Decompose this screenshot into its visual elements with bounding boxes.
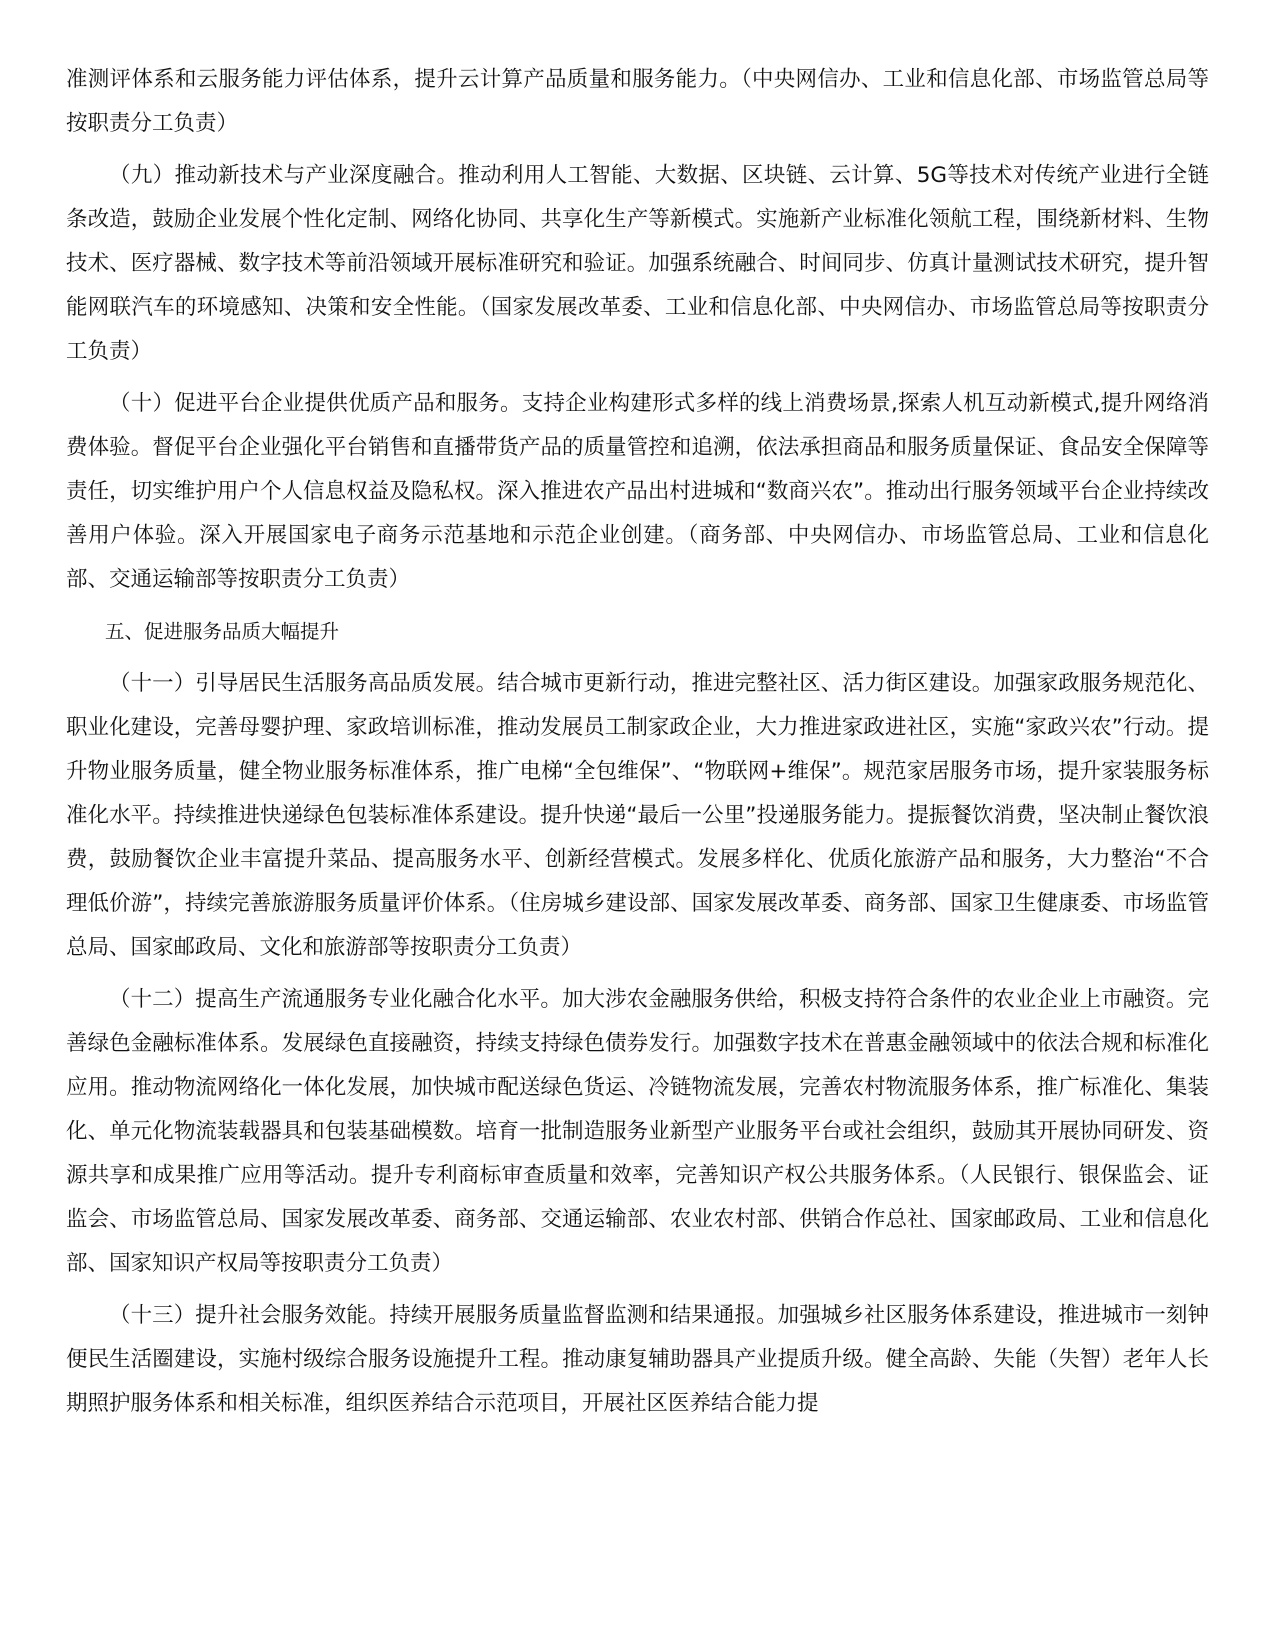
section-heading-5: 五、促进服务品质大幅提升 [105, 620, 340, 643]
paragraph-continuation: 准测评体系和云服务能力评估体系，提升云计算产品质量和服务能力。（中央网信办、工业和信息化部、市场监管总局等按职责分工负责） [66, 67, 1209, 136]
paragraph-item-13: （十三）提升社会服务效能。持续开展服务质量监督监测和结果通报。加强城乡社区服务体系建设，推进城市一刻钟便民生活圈建设，实施村级综合服务设施提升工程。推动康复辅助器具产业提质升级。健全高龄、失能（失智）老年人长期照护服务体系和相关标准，组织医养结合示范项目，开展社区医养结合能力提 [66, 1303, 1209, 1416]
paragraph-item-10: （十）促进平台企业提供优质产品和服务。支持企业构建形式多样的线上消费场景,探索人机互动新模式,提升网络消费体验。督促平台企业强化平台销售和直播带货产品的质量管控和追溯，依法承担商品和服务质量保证、食品安全保障等责任，切实维护用户个人信息权益及隐私权。深入推进农产品出村进城和“数商兴农”。推动出行服务领域平台企业持续改善用户体验。深入开展国家电子商务示范基地和示范企业创建。（商务部、中央网信办、市场监管总局、工业和信息化部、交通运输部等按职责分工负责） [66, 391, 1209, 592]
paragraph-item-9: （九）推动新技术与产业深度融合。推动利用人工智能、大数据、区块链、云计算、5G等技术对传统产业进行全链条改造，鼓励企业发展个性化定制、网络化协同、共享化生产等新模式。实施新产业标准化领航工程，围绕新材料、生物技术、医疗器械、数字技术等前沿领域开展标准研究和验证。加强系统融合、时间同步、仿真计量测试技术研究，提升智能网联汽车的环境感知、决策和安全性能。（国家发展改革委、工业和信息化部、中央网信办、市场监管总局等按职责分工负责） [66, 163, 1209, 364]
paragraph-item-12: （十二）提高生产流通服务专业化融合化水平。加大涉农金融服务供给，积极支持符合条件的农业企业上市融资。完善绿色金融标准体系。发展绿色直接融资，持续支持绿色债券发行。加强数字技术在普惠金融领域中的依法合规和标准化应用。推动物流网络化一体化发展，加快城市配送绿色货运、冷链物流发展，完善农村物流服务体系，推广标准化、集装化、单元化物流装载器具和包装基础模数。培育一批制造服务业新型产业服务平台或社会组织，鼓励其开展协同研发、资源共享和成果推广应用等活动。提升专利商标审查质量和效率，完善知识产权公共服务体系。（人民银行、银保监会、证监会、市场监管总局、国家发展改革委、商务部、交通运输部、农业农村部、供销合作总社、国家邮政局、工业和信息化部、国家知识产权局等按职责分工负责） [66, 987, 1209, 1276]
document-page [66, 58, 1209, 1434]
paragraph-item-11: （十一）引导居民生活服务高品质发展。结合城市更新行动，推进完整社区、活力街区建设。加强家政服务规范化、职业化建设，完善母婴护理、家政培训标准，推动发展员工制家政企业，大力推进家政进社区，实施“家政兴农”行动。提升物业服务质量，健全物业服务标准体系，推广电梯“全包维保”、“物联网+维保”。规范家居服务市场，提升家装服务标准化水平。持续推进快递绿色包装标准体系建设。提升快递“最后一公里”投递服务能力。提振餐饮消费，坚决制止餐饮浪费，鼓励餐饮企业丰富提升菜品、提高服务水平、创新经营模式。发展多样化、优质化旅游产品和服务，大力整治“不合理低价游”，持续完善旅游服务质量评价体系。（住房城乡建设部、国家发展改革委、商务部、国家卫生健康委、市场监管总局、国家邮政局、文化和旅游部等按职责分工负责） [66, 671, 1209, 960]
